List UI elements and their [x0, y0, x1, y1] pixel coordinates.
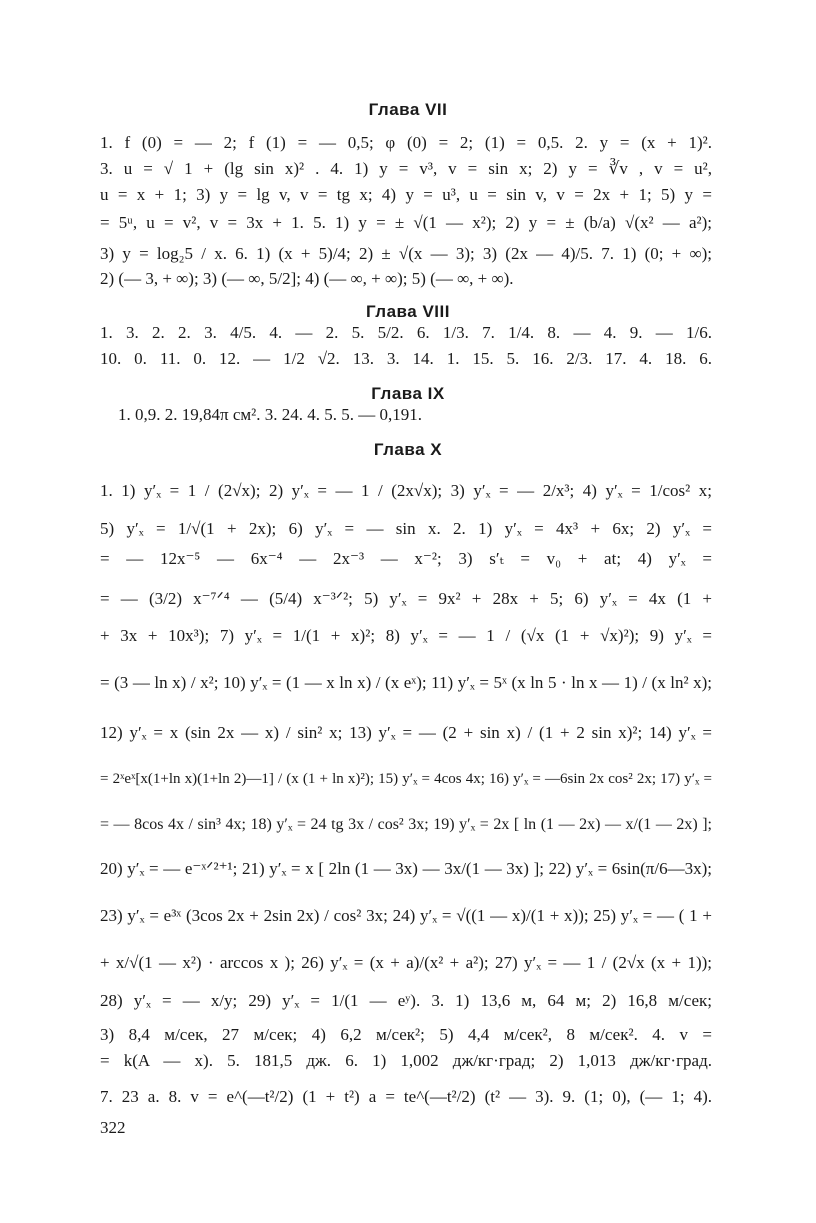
page-number: 322 — [100, 1118, 126, 1137]
text-line: = 2ˣeˣ[x(1+ln x)(1+ln 2)—1] / (x (1 + ln x)²); 15) y′ₓ = 4cos 4x; 16) y′ₓ = —6sin 2x cos² 2x; 17) y′ₓ = — [100, 771, 712, 787]
text-line: + x/√(1 — x²) · arccos x ); 26) y′ₓ = (x + a)/(x² + a²); 27) y′ₓ = — 1 / (2√x (x + 1)); — [100, 953, 712, 972]
text-line: + 3x + 10x³); 7) y′ₓ = 1/(1 + x)²; 8) y′ₓ = — 1 / (√x (1 + √x)²); 9) y′ₓ = — [100, 626, 712, 645]
text-line: 1. f (0) = — 2; f (1) = — 0,5; φ (0) = 2; (1) = 0,5. 2. y = (x + 1)². — [100, 133, 712, 152]
text-line: = — 8cos 4x / sin³ 4x; 18) y′ₓ = 24 tg 3x / cos² 3x; 19) y′ₓ = 2x [ ln (1 — 2x) — x/(1 — 2x) ]; — [100, 816, 712, 833]
text-line: 23) y′ₓ = e³ˣ (3cos 2x + 2sin 2x) / cos² 3x; 24) y′ₓ = √((1 — x)/(1 + x)); 25) y′ₓ = — ( 1 + — [100, 906, 712, 925]
text-line: 1. 3. 2. 2. 3. 4/5. 4. — 2. 5. 5/2. 6. 1/3. 7. 1/4. 8. — 4. 9. — 1/6. — [100, 323, 712, 342]
chapter-heading: Глава VII — [368, 100, 448, 119]
text-line: 1. 0,9. 2. 19,84π см². 3. 24. 4. 5. 5. — 0,191. — [118, 405, 422, 424]
text-line: u = x + 1; 3) y = lg v, v = tg x; 4) y = u³, u = sin v, v = 2x + 1; 5) y = — [100, 185, 712, 204]
text-line: = (3 — ln x) / x²; 10) y′ₓ = (1 — x ln x) / (x eˣ); 11) y′ₓ = 5ˣ (x ln 5 · ln x — 1) / (x ln² x); — [100, 673, 712, 692]
text-line: = 5ᵘ, u = v², v = 3x + 1. 5. 1) y = ± √(1 — x²); 2) y = ± (b/a) √(x² — a²); — [100, 213, 712, 232]
text-line: 3. u = √ 1 + (lg sin x)² . 4. 1) y = v³, v = sin x; 2) y = ∛v , v = u², — [100, 159, 712, 178]
text-line: = k(A — x). 5. 181,5 дж. 6. 1) 1,002 дж/кг·град; 2) 1,013 дж/кг·град. — [100, 1051, 712, 1070]
chapter-heading: Глава VIII — [366, 302, 450, 321]
text-line: 2) (— 3, + ∞); 3) (— ∞, 5/2]; 4) (— ∞, + ∞); 5) (— ∞, + ∞). — [100, 269, 514, 288]
text-line: 5) y′ₓ = 1/√(1 + 2x); 6) y′ₓ = — sin x. 2. 1) y′ₓ = 4x³ + 6x; 2) y′ₓ = — [100, 519, 712, 538]
text-line: 10. 0. 11. 0. 12. — 1/2 √2. 13. 3. 14. 1. 15. 5. 16. 2/3. 17. 4. 18. 6. — [100, 349, 712, 368]
text-line: = — 12x⁻⁵ — 6x⁻⁴ — 2x⁻³ — x⁻²; 3) s′ₜ = v₀ + at; 4) y′ₓ = — [100, 549, 712, 568]
chapter-heading: Глава X — [373, 440, 443, 459]
text-line: 3) 8,4 м/сек, 27 м/сек; 4) 6,2 м/сек²; 5) 4,4 м/сек², 8 м/сек². 4. v = — [100, 1025, 712, 1044]
chapter-heading: Глава IX — [371, 384, 445, 403]
text-line: 12) y′ₓ = x (sin 2x — x) / sin² x; 13) y′ₓ = — (2 + sin x) / (1 + 2 sin x)²; 14) y′ₓ = — [100, 723, 712, 742]
text-line: 20) y′ₓ = — e⁻ˣᐟ²⁺¹; 21) y′ₓ = x [ 2ln (1 — 3x) — 3x/(1 — 3x) ]; 22) y′ₓ = 6sin(π/6—3x); — [100, 859, 712, 878]
text-line: = — (3/2) x⁻⁷ᐟ⁴ — (5/4) x⁻³ᐟ²; 5) y′ₓ = 9x² + 28x + 5; 6) y′ₓ = 4x (1 + — [100, 589, 712, 608]
text-line: 28) y′ₓ = — x/y; 29) y′ₓ = 1/(1 — eʸ). 3. 1) 13,6 м, 64 м; 2) 16,8 м/сек; — [100, 991, 712, 1010]
text-line: 3) y = log₂5 / x. 6. 1) (x + 5)/4; 2) ± √(x — 3); 3) (2x — 4)/5. 7. 1) (0; + ∞); — [100, 244, 712, 263]
text-line: 7. 23 а. 8. v = e^(—t²/2) (1 + t²) a = te^(—t²/2) (t² — 3). 9. (1; 0), (— 1; 4). — [100, 1087, 712, 1106]
text-line: 1. 1) y′ₓ = 1 / (2√x); 2) y′ₓ = — 1 / (2x√x); 3) y′ₓ = — 2/x³; 4) y′ₓ = 1/cos² x; — [100, 481, 712, 500]
